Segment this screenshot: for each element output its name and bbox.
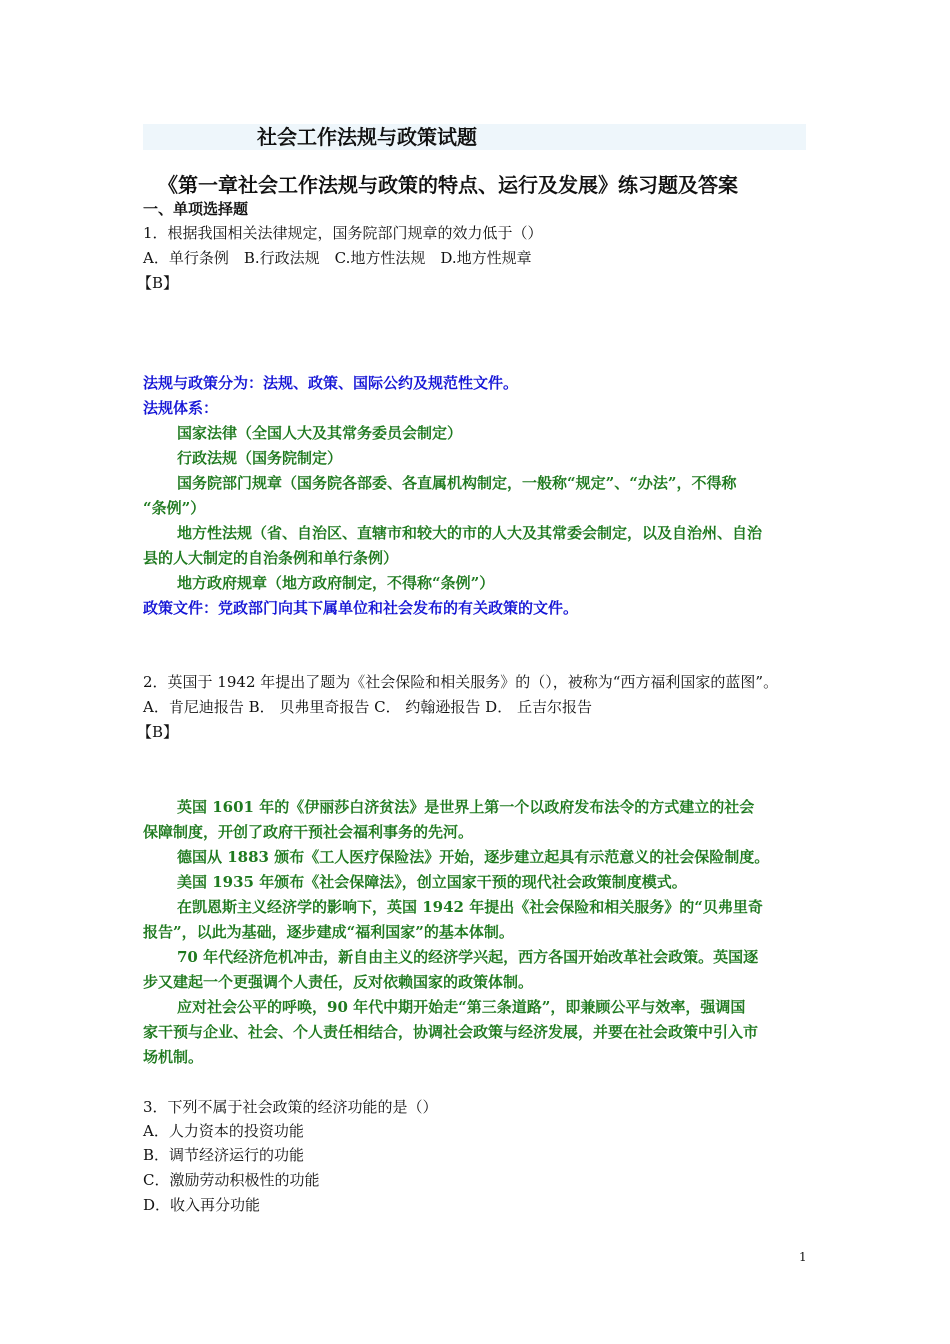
note-local-gov-rules: 地方政府规章（地方政府制定，不得称“条例”） [177,574,495,592]
question-1-options: A．单行条例 B.行政法规 C.地方性法规 D.地方性规章 [143,249,532,267]
question-2-text: 2．英国于 1942 年提出了题为《社会保险和相关服务》的（），被称为“西方福利国家的蓝图”。 [143,673,779,691]
question-3-option-b: B．调节经济运行的功能 [143,1146,305,1164]
note-system-label: 法规体系： [143,399,219,417]
question-3-option-d: D．收入再分功能 [143,1196,261,1214]
note-dept-rules-line1: 国务院部门规章（国务院各部委、各直属机构制定，一般称“规定”、“办法”，不得称 [177,474,737,492]
note-third-way-line2: 家干预与企业、社会、个人责任相结合，协调社会政策与经济发展，并要在社会政策中引入市 [143,1023,759,1041]
note-admin-regulation: 行政法规（国务院制定） [177,449,343,467]
question-2-answer: 【B】 [137,723,179,741]
note-keynes-line1: 在凯恩斯主义经济学的影响下，英国 1942 年提出《社会保险和相关服务》的“贝弗里奇 [177,898,763,916]
note-uk-poor-law-line2: 保障制度，开创了政府干预社会福利事务的先河。 [143,823,474,841]
note-national-law: 国家法律（全国人大及其常务委员会制定） [177,424,463,442]
note-neoliberal-line2: 步又建起一个更强调个人责任，反对依赖国家的政策体制。 [143,973,534,991]
note-local-regulation-line2: 县的人大制定的自治条例和单行条例） [143,549,399,567]
note-keynes-line2: 报告”，以此为基础，逐步建成“福利国家”的基本体制。 [143,923,514,941]
note-third-way-line1: 应对社会公平的呼唤，90 年代中期开始走“第三条道路”，即兼顾公平与效率，强调国 [177,998,746,1016]
page-number: 1 [799,1250,807,1264]
note-neoliberal-line1: 70 年代经济危机冲击，新自由主义的经济学兴起，西方各国开始改革社会政策。英国逐 [177,948,759,966]
note-germany-1883: 德国从 1883 颁布《工人医疗保险法》开始，逐步建立起具有示范意义的社会保险制度。 [177,848,770,866]
question-3-option-c: C．激励劳动积极性的功能 [143,1171,320,1189]
question-1-text: 1．根据我国相关法律规定，国务院部门规章的效力低于（） [143,224,543,242]
note-dept-rules-line2: “条例”） [143,499,206,517]
chapter-title: 《第一章社会工作法规与政策的特点、运行及发展》练习题及答案 [158,173,738,197]
note-usa-1935: 美国 1935 年颁布《社会保障法》，创立国家干预的现代社会政策制度模式。 [177,873,687,891]
question-3-option-a: A．人力资本的投资功能 [143,1122,304,1140]
question-1-answer: 【B】 [137,274,179,292]
note-policy-documents: 政策文件：党政部门向其下属单位和社会发布的有关政策的文件。 [143,599,579,617]
document-title: 社会工作法规与政策试题 [257,125,477,149]
note-uk-poor-law-line1: 英国 1601 年的《伊丽莎白济贫法》是世界上第一个以政府发布法令的方式建立的社会 [177,798,755,816]
note-classification: 法规与政策分为：法规、政策、国际公约及规范性文件。 [143,374,519,392]
section-heading: 一、单项选择题 [143,200,249,218]
question-2-options: A．肯尼迪报告 B． 贝弗里奇报告 C． 约翰逊报告 D． 丘吉尔报告 [143,698,592,716]
note-third-way-line3: 场机制。 [143,1048,204,1066]
note-local-regulation-line1: 地方性法规（省、自治区、直辖市和较大的市的人大及其常委会制定，以及自治州、自治 [177,524,763,542]
question-3-text: 3．下列不属于社会政策的经济功能的是（） [143,1098,438,1116]
